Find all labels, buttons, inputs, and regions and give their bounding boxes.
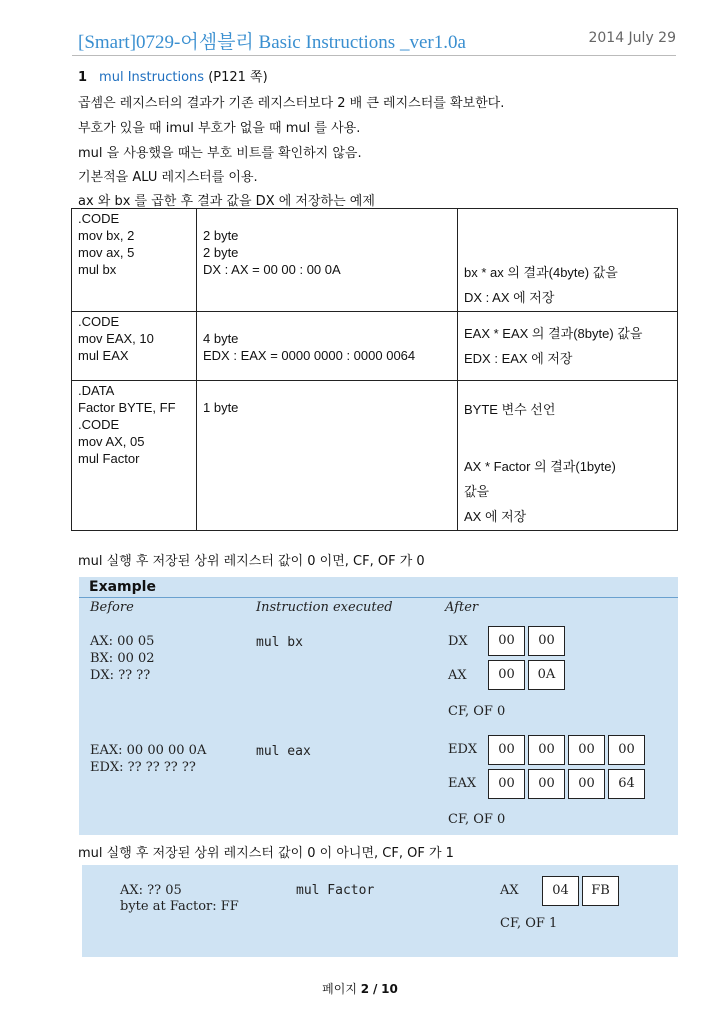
paragraph-line: ax 와 bx 를 곱한 후 결과 값을 DX 에 저장하는 예제	[78, 194, 375, 209]
register-byte: 00	[528, 735, 565, 765]
desc-line	[464, 210, 671, 235]
size-line	[203, 210, 451, 227]
code-line: mul bx	[78, 262, 117, 277]
page-current: 2	[360, 982, 370, 996]
section-title: mul Instructions	[99, 70, 205, 85]
desc-line: AX * Factor 의 결과(1byte)	[464, 459, 616, 474]
register-byte: 00	[528, 769, 565, 799]
code-line: mov AX, 05	[78, 434, 145, 449]
desc-line	[464, 235, 671, 260]
code-line: Factor BYTE, FF	[78, 400, 176, 415]
section-heading	[78, 66, 268, 85]
register-ax	[488, 660, 568, 690]
code-line: mov EAX, 10	[78, 331, 154, 346]
register-name: EAX	[448, 776, 477, 791]
page-separator: /	[372, 982, 378, 996]
example-figure-factor	[82, 865, 678, 957]
paragraph-line: 곱셈은 레지스터의 결과가 기존 레지스터보다 2 배 큰 레지스터를 확보한다.	[78, 96, 505, 111]
page-total: 10	[381, 982, 398, 996]
register-byte: 00	[488, 660, 525, 690]
description-cell	[458, 312, 678, 381]
register-byte: 00	[568, 769, 605, 799]
before-line: EAX: 00 00 00 0A	[90, 743, 207, 758]
register-byte: 64	[608, 769, 645, 799]
register-byte: 00	[568, 735, 605, 765]
code-line: .CODE	[78, 211, 120, 226]
desc-line: DX : AX 에 저장	[464, 290, 555, 305]
instruction-text: mul Factor	[296, 883, 375, 898]
register-byte: 00	[488, 735, 525, 765]
register-byte: 00	[608, 735, 645, 765]
size-line: 1 byte	[203, 400, 239, 415]
before-line: DX: ?? ??	[90, 668, 151, 683]
code-line: mov ax, 5	[78, 245, 135, 260]
size-line: 2 byte	[203, 228, 239, 243]
instruction-text: mul bx	[256, 635, 303, 650]
size-cell	[197, 381, 458, 531]
flags-text: CF, OF 0	[448, 704, 506, 719]
code-line: .CODE	[78, 417, 120, 432]
paragraph-line: mul 을 사용했을 때는 부호 비트를 확인하지 않음.	[78, 146, 362, 161]
table-row	[72, 381, 678, 531]
register-byte: 0A	[528, 660, 565, 690]
desc-line: AX 에 저장	[464, 509, 527, 524]
document-title: [Smart]0729-어셈블리 Basic Instructions _ver1.0a	[78, 32, 466, 53]
mul-example-table	[71, 208, 678, 531]
table-row	[72, 312, 678, 381]
document-date: 2014 July 29	[588, 30, 676, 46]
desc-line	[464, 422, 671, 454]
desc-line: bx * ax 의 결과(4byte) 값을	[464, 265, 618, 280]
register-eax	[488, 769, 648, 799]
code-cell	[72, 312, 197, 381]
code-line: .DATA	[78, 383, 115, 398]
desc-line: BYTE 변수 선언	[464, 402, 556, 417]
flags-text: CF, OF 0	[448, 812, 506, 827]
code-line: mul Factor	[78, 451, 140, 466]
code-cell	[72, 209, 197, 312]
before-line: byte at Factor: FF	[120, 899, 239, 914]
desc-line: EDX : EAX 에 저장	[464, 351, 573, 366]
size-cell	[197, 312, 458, 381]
description-cell	[458, 381, 678, 531]
register-name: DX	[448, 634, 468, 649]
code-cell	[72, 381, 197, 531]
size-line: 4 byte	[203, 331, 239, 346]
description-cell	[458, 209, 678, 312]
register-dx	[488, 626, 568, 656]
register-name: AX	[448, 668, 467, 683]
register-ax	[542, 876, 622, 906]
register-byte: 00	[488, 769, 525, 799]
register-byte: 04	[542, 876, 579, 906]
page-footer	[0, 980, 720, 997]
example-heading-rule	[79, 597, 678, 598]
instruction-text: mul eax	[256, 744, 311, 759]
size-line: DX : AX = 00 00 : 00 0A	[203, 262, 341, 277]
before-line: AX: 00 05	[90, 634, 155, 649]
col-before-label: Before	[90, 600, 134, 615]
register-name: AX	[500, 883, 519, 898]
example-heading: Example	[89, 579, 156, 595]
register-byte: FB	[582, 876, 619, 906]
desc-line: 값을	[464, 484, 490, 499]
desc-line: EAX * EAX 의 결과(8byte) 값을	[464, 326, 643, 341]
page-label: 페이지	[322, 982, 357, 996]
paragraph-line: 기본적을 ALU 레지스터를 이용.	[78, 170, 258, 185]
register-name: EDX	[448, 742, 478, 757]
register-byte: 00	[528, 626, 565, 656]
before-line: BX: 00 02	[90, 651, 155, 666]
code-line: .CODE	[78, 314, 120, 329]
col-instruction-label: Instruction executed	[256, 600, 393, 615]
section-ref: (P121 쪽)	[208, 70, 268, 85]
paragraph-line: 부호가 있을 때 imul 부호가 없을 때 mul 를 사용.	[78, 121, 361, 136]
size-cell	[197, 209, 458, 312]
note-zero-flags: mul 실행 후 저장된 상위 레지스터 값이 0 이면, CF, OF 가 0	[78, 554, 425, 569]
code-line: mov bx, 2	[78, 228, 135, 243]
note-nonzero-flags: mul 실행 후 저장된 상위 레지스터 값이 0 이 아니면, CF, OF 가 1	[78, 846, 454, 861]
col-after-label: After	[445, 600, 479, 615]
register-byte: 00	[488, 626, 525, 656]
before-line: EDX: ?? ?? ?? ??	[90, 760, 196, 775]
code-line: mul EAX	[78, 348, 129, 363]
header-divider	[72, 55, 676, 56]
size-line	[203, 313, 451, 330]
size-line: EDX : EAX = 0000 0000 : 0000 0064	[203, 348, 416, 363]
before-line: AX: ?? 05	[120, 883, 182, 898]
size-line: 2 byte	[203, 245, 239, 260]
table-row	[72, 209, 678, 312]
flags-text: CF, OF 1	[500, 916, 558, 931]
register-edx	[488, 735, 648, 765]
example-figure	[79, 577, 678, 835]
section-number: 1	[78, 70, 88, 85]
